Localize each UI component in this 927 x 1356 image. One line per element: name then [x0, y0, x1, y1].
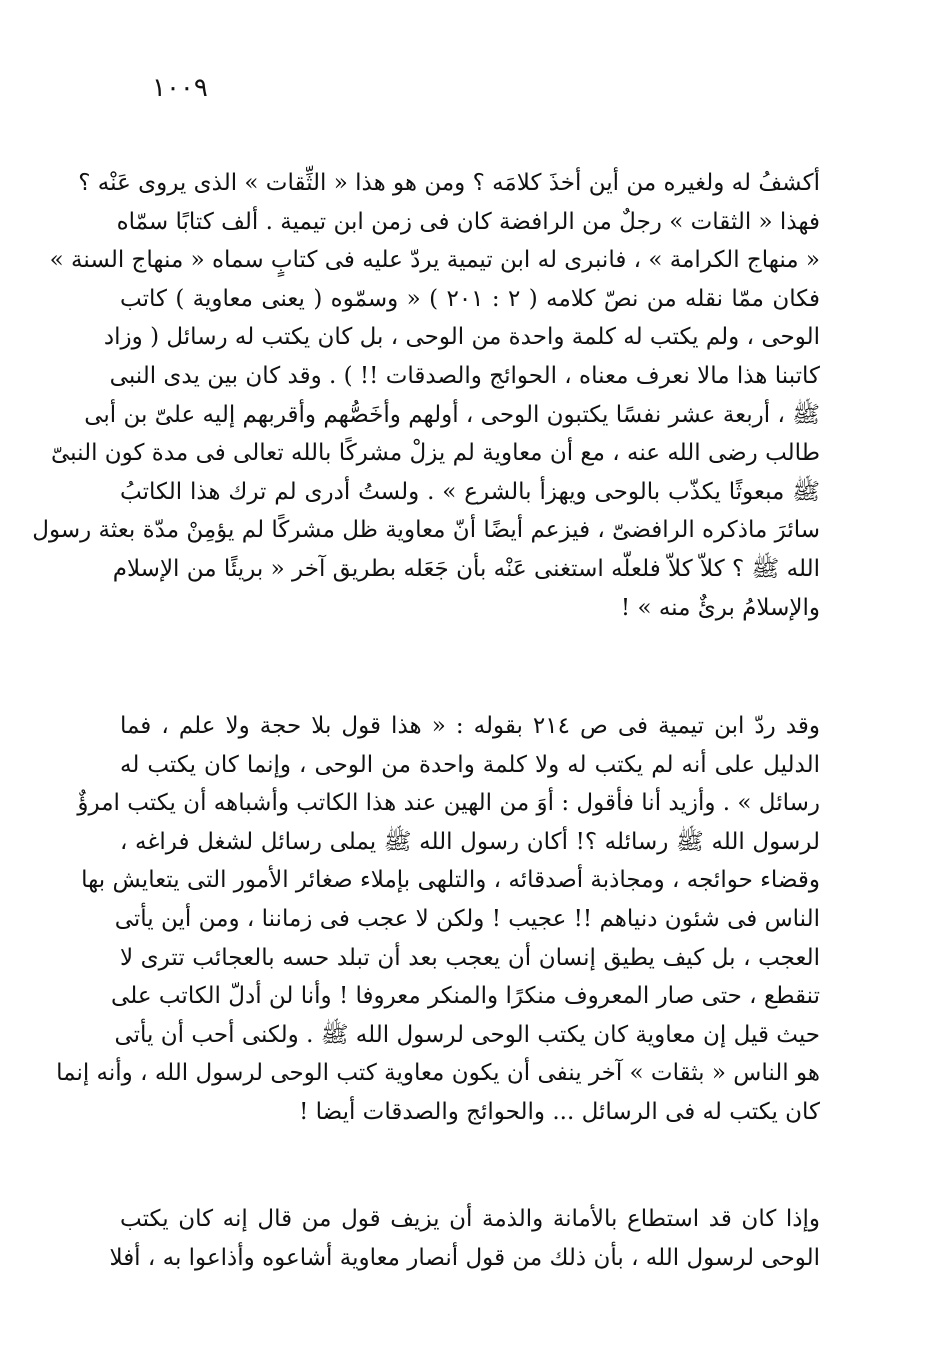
- text-line: الدليل على أنه لم يكتب له ولا كلمة واحدة من الوحى ، وإنما كان يكتب له: [120, 751, 820, 778]
- paragraph-1: [32, 164, 820, 627]
- text-line: فهذا « الثقات » رجلٌ من الرافضة كان فى زمن ابن تيمية . ألف كتابًا سمّاه: [116, 208, 820, 235]
- text-line: الوحى ، ولم يكتب له كلمة واحدة من الوحى ، بل كان يكتب له رسائل ( وزاد: [103, 324, 820, 351]
- text-line: والإسلامُ برئٌ منه » !: [620, 594, 820, 621]
- text-line: لرسول الله ﷺ رسائله ؟! أكان رسول الله ﷺ يملى رسائل لشغل فراغه ،: [120, 828, 820, 855]
- text-line: أكشفُ له ولغيره من أين أخذَ كلامَه ؟ ومن هو هذا « الثِّقات » الذى يروى عَنْه ؟: [78, 170, 820, 196]
- page-number: ١٠٠٩: [152, 73, 208, 103]
- text-line: تنقطع ، حتى صار المعروف منكرًا والمنكر معروفا ! وأنا لن أدلّ الكاتب على: [111, 983, 820, 1010]
- text-line: ﷺ مبعوثًا يكذّب بالوحى ويهزأ بالشرع » . ولستُ أدرى لم ترك هذا الكاتبُ: [120, 478, 820, 505]
- text-line: « منهاج الكرامة » ، فانبرى له ابن تيمية يردّ عليه فى كتابٍ سماه « منهاج السنة »: [49, 247, 820, 274]
- text-line: وقد ردّ ابن تيمية فى ص ٢١٤ بقوله : « هذا قول بلا حجة ولا علم ، فما: [120, 713, 820, 739]
- text-line: فكان ممّا نقله من نصّ كلامه ( ٢ : ٢٠١ ) « وسمّوه ( يعنى معاوية ) كاتب: [120, 285, 820, 312]
- text-line: ﷺ ، أربعة عشر نفسًا يكتبون الوحى ، أولهم وأخَصُّهم وأقربهم إليه علىّ بن أبى: [84, 401, 820, 428]
- text-line: الوحى لرسول الله ، بأن ذلك من قول أنصار معاوية أشاعوه وأذاعوا به ، أفلا: [109, 1244, 820, 1271]
- text-line: العجب ، بل كيف يطيق إنسان أن يعجب بعد أن تبلد حسه بالعجائب تترى لا: [120, 944, 820, 971]
- text-line: كان يكتب له فى الرسائل ... والحوائج والصدقات أيضا !: [299, 1098, 820, 1125]
- paragraph-2: [56, 707, 820, 1132]
- text-line: هو الناس « بثقات » آخر ينفى أن يكون معاوية كتب الوحى لرسول الله ، وأنه إنما: [56, 1060, 820, 1087]
- text-line: وقضاء حوائجه ، ومجاذبة أصدقائه ، والتلهى بإملاء صغائر الأمور التى يتعايش بها: [81, 867, 820, 894]
- text-line: كاتبنا هذا مالا نعرف معناه ، الحوائج والصدقات !! ) . وقد كان بين يدى النبى: [109, 362, 820, 389]
- text-line: الله ﷺ ؟ كلاّ كلاّ فلعلّه استغنى عَنْه بأن جَعَله بطريق آخر « بريئًا من الإسلام: [112, 555, 820, 582]
- text-line: سائرَ ماذكره الرافضىّ ، فيزعم أيضًا أنّ معاوية ظل مشركًا لم يؤمِنْ مدّة بعثة رسول: [32, 517, 820, 544]
- text-line: رسائل » . وأزيد أنا فأقول : أوَ من الهين عند هذا الكاتب وأشباهه أن يكتب امرؤٌ: [77, 790, 820, 817]
- text-line: وإذا كان قد استطاع بالأمانة والذمة أن يزيف قول من قال إنه كان يكتب: [120, 1206, 820, 1232]
- text-line: طالب رضى الله عنه ، مع أن معاوية لم يزلْ مشركًا بالله تعالى فى مدة كون النبىّ: [51, 440, 820, 467]
- text-line: حيث قيل إن معاوية كان يكتب الوحى لرسول الله ﷺ . ولكنى أحب أن يأتى: [114, 1021, 820, 1048]
- text-line: الناس فى شئون دنياهم !! عجيب ! ولكن لا عجب فى زماننا ، ومن أين يأتى: [114, 905, 820, 932]
- paragraph-3: [109, 1200, 820, 1277]
